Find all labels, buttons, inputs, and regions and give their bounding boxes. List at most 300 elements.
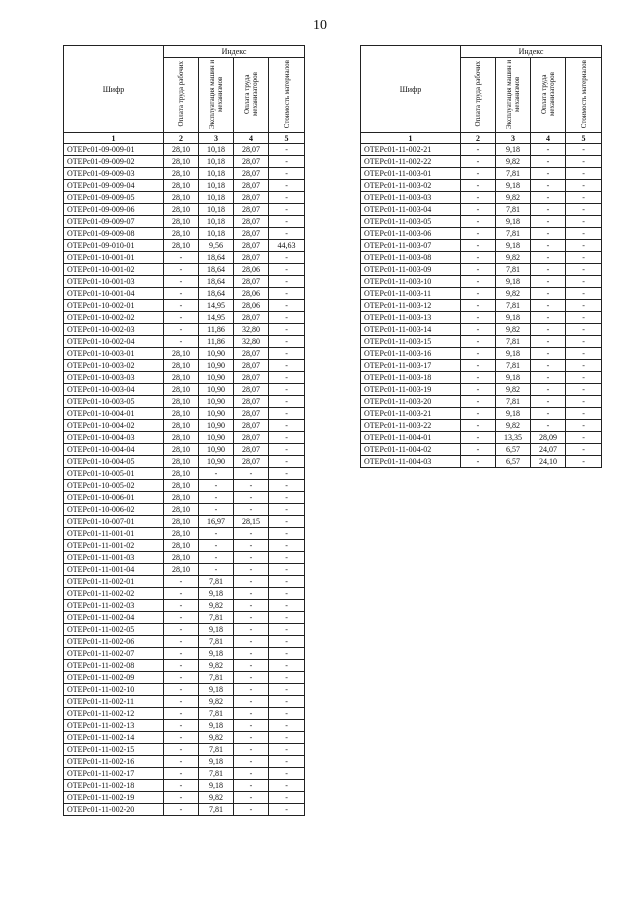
table-row <box>64 732 305 744</box>
index-value-cell: - <box>269 528 305 540</box>
cipher-cell: ОТЕРс01-11-002-14 <box>64 732 164 744</box>
index-value-cell: - <box>566 204 602 216</box>
index-value-cell: - <box>269 756 305 768</box>
index-value-cell: - <box>234 480 269 492</box>
index-value-cell: 28,07 <box>234 144 269 156</box>
cipher-cell: ОТЕРс01-11-003-08 <box>361 252 461 264</box>
table-row <box>64 576 305 588</box>
index-value-cell: 10,90 <box>199 408 234 420</box>
index-value-cell: 10,90 <box>199 432 234 444</box>
index-value-cell: 18,64 <box>199 288 234 300</box>
index-value-cell: - <box>269 792 305 804</box>
cipher-cell: ОТЕРс01-11-002-15 <box>64 744 164 756</box>
index-value-cell: - <box>566 432 602 444</box>
index-value-cell: 28,10 <box>164 516 199 528</box>
index-value-cell: - <box>269 156 305 168</box>
index-value-cell: - <box>269 144 305 156</box>
index-value-cell: - <box>461 348 496 360</box>
table-row <box>361 396 602 408</box>
index-value-cell: - <box>461 288 496 300</box>
cipher-cell: ОТЕРс01-10-002-01 <box>64 300 164 312</box>
index-value-cell: - <box>269 252 305 264</box>
cipher-cell: ОТЕРс01-11-002-04 <box>64 612 164 624</box>
index-value-cell: 9,18 <box>199 720 234 732</box>
table-row <box>361 444 602 456</box>
index-value-cell: - <box>164 780 199 792</box>
index-value-cell: - <box>199 480 234 492</box>
index-value-cell: - <box>269 300 305 312</box>
index-value-cell: 9,18 <box>199 624 234 636</box>
index-value-cell: - <box>461 396 496 408</box>
table-row <box>64 360 305 372</box>
index-value-cell: - <box>566 312 602 324</box>
index-table-right <box>360 45 602 468</box>
index-value-cell: - <box>164 744 199 756</box>
index-value-cell: - <box>269 696 305 708</box>
table-row <box>64 396 305 408</box>
index-value-cell: - <box>269 192 305 204</box>
index-value-cell: 7,81 <box>199 768 234 780</box>
column-number: 1 <box>361 133 461 144</box>
cipher-cell: ОТЕРс01-11-002-13 <box>64 720 164 732</box>
index-value-cell: - <box>566 252 602 264</box>
cipher-cell: ОТЕРс01-09-009-01 <box>64 144 164 156</box>
table-row <box>361 180 602 192</box>
table-row <box>64 612 305 624</box>
header-operator-wages: Оплата труда механизаторов <box>531 58 566 133</box>
index-value-cell: - <box>234 552 269 564</box>
table-row <box>64 300 305 312</box>
index-value-cell: - <box>234 732 269 744</box>
index-value-cell: - <box>566 324 602 336</box>
cipher-cell: ОТЕРс01-11-002-03 <box>64 600 164 612</box>
index-value-cell: 9,18 <box>496 312 531 324</box>
cipher-cell: ОТЕРс01-10-003-01 <box>64 348 164 360</box>
index-value-cell: 28,10 <box>164 552 199 564</box>
table-row <box>64 552 305 564</box>
index-value-cell: - <box>269 360 305 372</box>
index-value-cell: 28,07 <box>234 156 269 168</box>
table-row <box>361 348 602 360</box>
cipher-cell: ОТЕРс01-11-003-05 <box>361 216 461 228</box>
cipher-cell: ОТЕРс01-11-003-15 <box>361 336 461 348</box>
index-value-cell: - <box>269 444 305 456</box>
index-value-cell: 13,35 <box>496 432 531 444</box>
table-row <box>64 444 305 456</box>
table-row <box>64 276 305 288</box>
header-worker-wages: Оплата труда рабочих <box>164 58 199 133</box>
index-value-cell: - <box>566 288 602 300</box>
index-value-cell: - <box>234 492 269 504</box>
index-value-cell: 28,10 <box>164 240 199 252</box>
table-row <box>361 276 602 288</box>
index-value-cell: - <box>269 780 305 792</box>
index-value-cell: - <box>234 792 269 804</box>
cipher-cell: ОТЕРс01-11-002-02 <box>64 588 164 600</box>
table-row <box>64 168 305 180</box>
index-value-cell: 7,81 <box>199 708 234 720</box>
index-value-cell: - <box>234 468 269 480</box>
cipher-cell: ОТЕРс01-11-001-01 <box>64 528 164 540</box>
index-value-cell: - <box>531 288 566 300</box>
index-value-cell: 28,07 <box>234 276 269 288</box>
index-value-cell: 28,10 <box>164 492 199 504</box>
cipher-cell: ОТЕРс01-10-004-02 <box>64 420 164 432</box>
cipher-cell: ОТЕРс01-11-003-16 <box>361 348 461 360</box>
index-value-cell: 7,81 <box>496 204 531 216</box>
index-value-cell: - <box>566 192 602 204</box>
index-value-cell: - <box>234 756 269 768</box>
index-value-cell: - <box>164 684 199 696</box>
cipher-cell: ОТЕРс01-11-002-17 <box>64 768 164 780</box>
index-value-cell: - <box>531 180 566 192</box>
index-value-cell: 9,56 <box>199 240 234 252</box>
cipher-cell: ОТЕРс01-09-009-04 <box>64 180 164 192</box>
index-value-cell: - <box>269 660 305 672</box>
table-row <box>361 408 602 420</box>
index-value-cell: - <box>531 324 566 336</box>
index-value-cell: - <box>531 372 566 384</box>
index-value-cell: - <box>566 300 602 312</box>
index-value-cell: - <box>531 420 566 432</box>
cipher-cell: ОТЕРс01-11-001-04 <box>64 564 164 576</box>
index-value-cell: - <box>234 768 269 780</box>
cipher-cell: ОТЕРс01-11-003-19 <box>361 384 461 396</box>
index-value-cell: - <box>566 372 602 384</box>
index-value-cell: 9,82 <box>496 252 531 264</box>
table-row <box>361 216 602 228</box>
index-value-cell: - <box>566 408 602 420</box>
index-value-cell: - <box>269 168 305 180</box>
index-value-cell: - <box>461 420 496 432</box>
table-row <box>64 600 305 612</box>
index-value-cell: 28,15 <box>234 516 269 528</box>
index-value-cell: - <box>531 276 566 288</box>
index-value-cell: 9,82 <box>496 288 531 300</box>
index-value-cell: - <box>566 216 602 228</box>
index-value-cell: 24,10 <box>531 456 566 468</box>
header-material-cost: Стоимость материалов <box>269 58 305 133</box>
cipher-cell: ОТЕРс01-11-002-11 <box>64 696 164 708</box>
table-row <box>64 528 305 540</box>
index-value-cell: 9,18 <box>496 276 531 288</box>
header-operator-wages: Оплата труда механизаторов <box>234 58 269 133</box>
table-row <box>64 192 305 204</box>
cipher-cell: ОТЕРс01-11-002-16 <box>64 756 164 768</box>
cipher-cell: ОТЕРс01-11-002-21 <box>361 144 461 156</box>
index-value-cell: - <box>461 192 496 204</box>
index-value-cell: - <box>531 228 566 240</box>
index-value-cell: - <box>234 564 269 576</box>
index-value-cell: 10,90 <box>199 360 234 372</box>
index-value-cell: - <box>269 204 305 216</box>
index-value-cell: 28,10 <box>164 360 199 372</box>
table-row <box>361 384 602 396</box>
index-value-cell: 7,81 <box>199 576 234 588</box>
table-row <box>64 492 305 504</box>
index-value-cell: - <box>199 564 234 576</box>
column-number: 3 <box>199 133 234 144</box>
index-value-cell: - <box>269 228 305 240</box>
table-row <box>361 288 602 300</box>
cipher-cell: ОТЕРс01-11-003-07 <box>361 240 461 252</box>
index-value-cell: 7,81 <box>496 228 531 240</box>
table-row <box>361 156 602 168</box>
table-row <box>361 312 602 324</box>
index-value-cell: - <box>164 804 199 816</box>
table-row <box>64 636 305 648</box>
index-value-cell: - <box>461 264 496 276</box>
index-value-cell: 28,06 <box>234 264 269 276</box>
index-value-cell: - <box>164 288 199 300</box>
cipher-cell: ОТЕРс01-10-007-01 <box>64 516 164 528</box>
index-value-cell: - <box>531 204 566 216</box>
index-value-cell: 9,82 <box>199 600 234 612</box>
index-value-cell: 10,90 <box>199 396 234 408</box>
cipher-cell: ОТЕРс01-11-002-10 <box>64 684 164 696</box>
index-value-cell: 28,07 <box>234 408 269 420</box>
table-row <box>64 648 305 660</box>
table-row <box>64 696 305 708</box>
cipher-cell: ОТЕРс01-10-001-02 <box>64 264 164 276</box>
index-value-cell: - <box>269 540 305 552</box>
index-value-cell: - <box>164 624 199 636</box>
index-value-cell: 10,18 <box>199 216 234 228</box>
index-value-cell: 10,18 <box>199 204 234 216</box>
index-value-cell: - <box>461 168 496 180</box>
header-machine-operation: Эксплуатация машин и механизмов <box>496 58 531 133</box>
table-row <box>64 516 305 528</box>
index-value-cell: - <box>164 660 199 672</box>
index-value-cell: - <box>269 732 305 744</box>
index-value-cell: - <box>566 444 602 456</box>
index-value-cell: - <box>164 756 199 768</box>
index-value-cell: - <box>566 336 602 348</box>
table-row <box>361 336 602 348</box>
table-row <box>361 144 602 156</box>
cipher-cell: ОТЕРс01-10-002-02 <box>64 312 164 324</box>
index-value-cell: 10,18 <box>199 144 234 156</box>
table-row <box>361 264 602 276</box>
index-value-cell: 28,10 <box>164 180 199 192</box>
index-value-cell: 28,10 <box>164 168 199 180</box>
index-value-cell: 28,06 <box>234 300 269 312</box>
table-row <box>64 372 305 384</box>
index-value-cell: 7,81 <box>496 264 531 276</box>
index-value-cell: 28,10 <box>164 396 199 408</box>
index-value-cell: - <box>269 348 305 360</box>
index-value-cell: 28,07 <box>234 252 269 264</box>
cipher-cell: ОТЕРс01-10-003-04 <box>64 384 164 396</box>
index-value-cell: - <box>461 360 496 372</box>
index-value-cell: - <box>234 636 269 648</box>
index-value-cell: 9,82 <box>199 660 234 672</box>
index-table-left <box>63 45 305 816</box>
index-value-cell: - <box>234 600 269 612</box>
index-value-cell: - <box>461 252 496 264</box>
index-value-cell: 6,57 <box>496 456 531 468</box>
index-value-cell: - <box>164 732 199 744</box>
cipher-cell: ОТЕРс01-09-009-05 <box>64 192 164 204</box>
page-number: 10 <box>313 18 327 33</box>
table-row <box>64 228 305 240</box>
table-row <box>64 420 305 432</box>
index-value-cell: 9,18 <box>199 648 234 660</box>
cipher-cell: ОТЕРс01-09-009-06 <box>64 204 164 216</box>
index-value-cell: 28,10 <box>164 432 199 444</box>
table-row <box>64 156 305 168</box>
index-value-cell: 28,07 <box>234 180 269 192</box>
table-row <box>361 432 602 444</box>
index-value-cell: 28,09 <box>531 432 566 444</box>
index-value-cell: - <box>269 744 305 756</box>
cipher-cell: ОТЕРс01-11-003-18 <box>361 372 461 384</box>
index-value-cell: 10,90 <box>199 384 234 396</box>
cipher-cell: ОТЕРс01-11-003-09 <box>361 264 461 276</box>
index-value-cell: 10,18 <box>199 168 234 180</box>
index-value-cell: - <box>269 480 305 492</box>
index-value-cell: - <box>269 720 305 732</box>
cipher-cell: ОТЕРс01-11-002-19 <box>64 792 164 804</box>
cipher-cell: ОТЕРс01-11-004-01 <box>361 432 461 444</box>
index-value-cell: 7,81 <box>496 336 531 348</box>
index-value-cell: - <box>164 324 199 336</box>
cipher-cell: ОТЕРс01-10-005-01 <box>64 468 164 480</box>
table-row <box>64 804 305 816</box>
cipher-cell: ОТЕРс01-11-003-13 <box>361 312 461 324</box>
cipher-cell: ОТЕРс01-10-002-03 <box>64 324 164 336</box>
table-row <box>64 480 305 492</box>
index-value-cell: 9,18 <box>496 348 531 360</box>
index-value-cell: 14,95 <box>199 300 234 312</box>
index-value-cell: 28,07 <box>234 228 269 240</box>
cipher-cell: ОТЕРс01-11-003-20 <box>361 396 461 408</box>
index-value-cell: 28,07 <box>234 372 269 384</box>
table-row <box>361 240 602 252</box>
table-row <box>64 180 305 192</box>
index-value-cell: - <box>269 312 305 324</box>
header-index: Индекс <box>461 46 602 58</box>
index-value-cell: 10,18 <box>199 192 234 204</box>
index-value-cell: 9,82 <box>496 192 531 204</box>
index-value-cell: - <box>269 492 305 504</box>
index-value-cell: 9,82 <box>199 792 234 804</box>
table-row <box>64 780 305 792</box>
index-value-cell: - <box>269 276 305 288</box>
index-value-cell: 28,06 <box>234 288 269 300</box>
table-row <box>64 264 305 276</box>
index-value-cell: 28,07 <box>234 420 269 432</box>
index-value-cell: 9,18 <box>496 240 531 252</box>
cipher-cell: ОТЕРс01-09-010-01 <box>64 240 164 252</box>
table-row <box>64 540 305 552</box>
table-row <box>361 456 602 468</box>
cipher-cell: ОТЕРс01-09-009-03 <box>64 168 164 180</box>
index-value-cell: - <box>164 720 199 732</box>
index-value-cell: 9,82 <box>199 732 234 744</box>
index-value-cell: - <box>269 804 305 816</box>
table-row <box>64 624 305 636</box>
index-value-cell: - <box>269 636 305 648</box>
index-value-cell: - <box>199 492 234 504</box>
header-cipher: Шифр <box>361 46 461 133</box>
table-row <box>64 720 305 732</box>
index-value-cell: - <box>269 684 305 696</box>
table-row <box>64 252 305 264</box>
table-row <box>64 672 305 684</box>
index-value-cell: 28,10 <box>164 204 199 216</box>
index-value-cell: - <box>269 288 305 300</box>
index-value-cell: 9,82 <box>496 324 531 336</box>
table-row <box>64 324 305 336</box>
index-value-cell: 7,81 <box>199 612 234 624</box>
cipher-cell: ОТЕРс01-10-004-05 <box>64 456 164 468</box>
index-value-cell: - <box>461 384 496 396</box>
index-value-cell: - <box>566 348 602 360</box>
index-value-cell: - <box>164 600 199 612</box>
index-value-cell: - <box>461 156 496 168</box>
table-row <box>64 768 305 780</box>
index-value-cell: 28,10 <box>164 348 199 360</box>
index-value-cell: - <box>566 228 602 240</box>
index-value-cell: 9,18 <box>199 684 234 696</box>
index-value-cell: 28,07 <box>234 312 269 324</box>
index-value-cell: - <box>269 564 305 576</box>
index-value-cell: 10,90 <box>199 444 234 456</box>
index-value-cell: - <box>164 768 199 780</box>
cipher-cell: ОТЕРс01-10-003-05 <box>64 396 164 408</box>
index-value-cell: - <box>234 660 269 672</box>
index-value-cell: - <box>531 312 566 324</box>
index-value-cell: 6,57 <box>496 444 531 456</box>
index-value-cell: 28,07 <box>234 168 269 180</box>
index-value-cell: 14,95 <box>199 312 234 324</box>
table-row <box>64 660 305 672</box>
index-value-cell: - <box>269 576 305 588</box>
index-value-cell: - <box>234 720 269 732</box>
table-row <box>64 216 305 228</box>
index-value-cell: - <box>269 336 305 348</box>
cipher-cell: ОТЕРс01-11-002-09 <box>64 672 164 684</box>
index-value-cell: 10,18 <box>199 228 234 240</box>
index-value-cell: - <box>269 408 305 420</box>
index-value-cell: - <box>566 180 602 192</box>
index-value-cell: 9,18 <box>496 372 531 384</box>
index-value-cell: 9,82 <box>496 156 531 168</box>
cipher-cell: ОТЕРс01-11-003-21 <box>361 408 461 420</box>
index-value-cell: - <box>164 252 199 264</box>
index-value-cell: 7,81 <box>496 396 531 408</box>
index-value-cell: - <box>164 708 199 720</box>
cipher-cell: ОТЕРс01-11-002-07 <box>64 648 164 660</box>
index-value-cell: - <box>531 300 566 312</box>
index-value-cell: - <box>461 336 496 348</box>
cipher-cell: ОТЕРс01-11-002-22 <box>361 156 461 168</box>
cipher-cell: ОТЕРс01-11-002-18 <box>64 780 164 792</box>
index-value-cell: 18,64 <box>199 276 234 288</box>
index-value-cell: - <box>234 648 269 660</box>
index-value-cell: 7,81 <box>199 672 234 684</box>
index-value-cell: 28,10 <box>164 144 199 156</box>
index-value-cell: 10,18 <box>199 180 234 192</box>
index-value-cell: - <box>269 768 305 780</box>
index-value-cell: 10,90 <box>199 420 234 432</box>
index-value-cell: - <box>234 804 269 816</box>
index-value-cell: - <box>461 300 496 312</box>
index-value-cell: - <box>269 264 305 276</box>
header-material-cost: Стоимость материалов <box>566 58 602 133</box>
cipher-cell: ОТЕРс01-10-006-02 <box>64 504 164 516</box>
